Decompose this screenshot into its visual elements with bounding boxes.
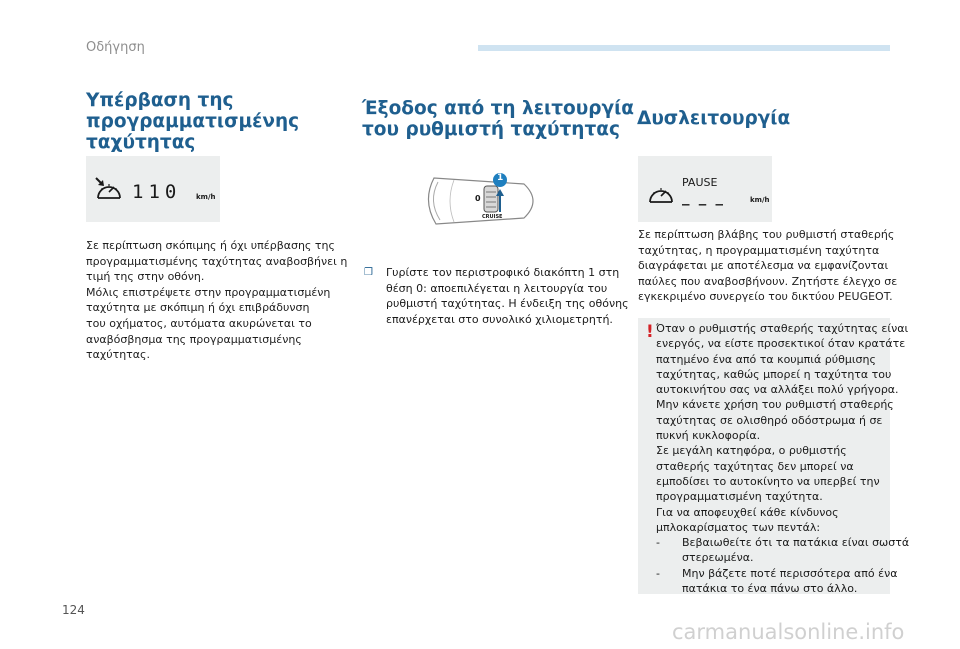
cruise-control-stalk-icon <box>414 156 548 246</box>
header-bar <box>478 45 890 51</box>
cruise-stalk-figure <box>414 156 548 246</box>
speed-display-panel <box>86 156 220 222</box>
bullet-square-icon: ❒ <box>364 267 373 278</box>
warning-box <box>638 318 910 596</box>
section-title-malfunction: Δυσλειτουργία <box>637 108 791 129</box>
cruise-label: CRUISE <box>482 214 503 220</box>
warning-exclamation-icon: ! <box>646 322 654 342</box>
position-zero-label: 0 <box>475 194 481 203</box>
page-number: 124 <box>62 603 85 617</box>
warning-text: Όταν ο ρυθμιστής σταθερής ταχύτητας είναι ενεργός, να είστε προσεκτικοί όταν κρατάτε πατημένο ένα από τα κουμπιά ρύθμισης ταχύτητας, καθώς μπορεί η ταχύτητα του αυτοκινήτου σας να αλλάξει πολύ γρήγορα. Μην κάνετε χρήση του ρυθμιστή σταθερής ταχύτητας σε ολισθηρό οδόστρωμα ή σε πυκνή κυκλοφορία. Σε μεγάλη κατηφόρα, ο ρυθμιστής σταθερής ταχύτητας δεν μπορεί να εμποδίσει το αυτοκίνητο να υπερβεί την προγραμματισμένη ταχύτητα. Για να αποφευχθεί κάθε κίνδυνος μπλοκαρίσματος των πεντάλ: - Βεβαιωθείτε ότι τα πατάκια είναι σωστά στερεωμένα. - Μην βάζετε ποτέ περισσότερα από ένα πατάκια το ένα πάνω στο άλλο. <box>656 322 910 596</box>
list-item: - Βεβαιωθείτε ότι τα πατάκια είναι σωστά στερεωμένα. <box>656 536 910 565</box>
pause-status: PAUSE <box>682 176 718 189</box>
speed-dashes: _ _ _ <box>682 188 725 206</box>
section-title-exit-cruise: Έξοδος από τη λειτουργία του ρυθμιστή ταχύτητας <box>362 98 635 140</box>
malfunction-description: Σε περίπτωση βλάβης του ρυθμιστή σταθερής ταχύτητας, η προγραμματισμένη ταχύτητα διαγράφεται με αποτέλεσμα να εμφανίζονται παύλες που αναβοσβήνουν. Ζητήστε έλεγχο σε εγκεκριμένο συνεργείο του δικτύου PEUGEOT. <box>638 228 898 304</box>
list-item: - Μην βάζετε ποτέ περισσότερα από ένα πατάκια το ένα πάνω στο άλλο. <box>656 566 898 596</box>
overspeed-description: Σε περίπτωση σκόπιμης ή όχι υπέρβασης της προγραμματισμένης ταχύτητας αναβοσβήνει η τιμή της στην οθόνη. Μόλις επιστρέψετε στην προγραμματισμένη ταχύτητα με σκόπιμη ή όχι επιβράδυνση του οχήματος, αυτόματα ακυρώνεται το αναβόσβησμα της προγραμματισμένης ταχύτητας. <box>86 239 348 362</box>
chapter-title: Οδήγηση <box>86 40 145 55</box>
callout-number: 1 <box>497 173 504 183</box>
section-title-overspeed: Υπέρβαση της προγραμματισμένης ταχύτητας <box>86 90 300 153</box>
speed-value: 110 <box>132 181 182 203</box>
speed-unit: km/h <box>196 193 216 201</box>
speed-unit: km/h <box>750 196 770 204</box>
watermark: carmanualsonline.info <box>672 620 905 644</box>
pause-display-panel <box>638 156 772 222</box>
